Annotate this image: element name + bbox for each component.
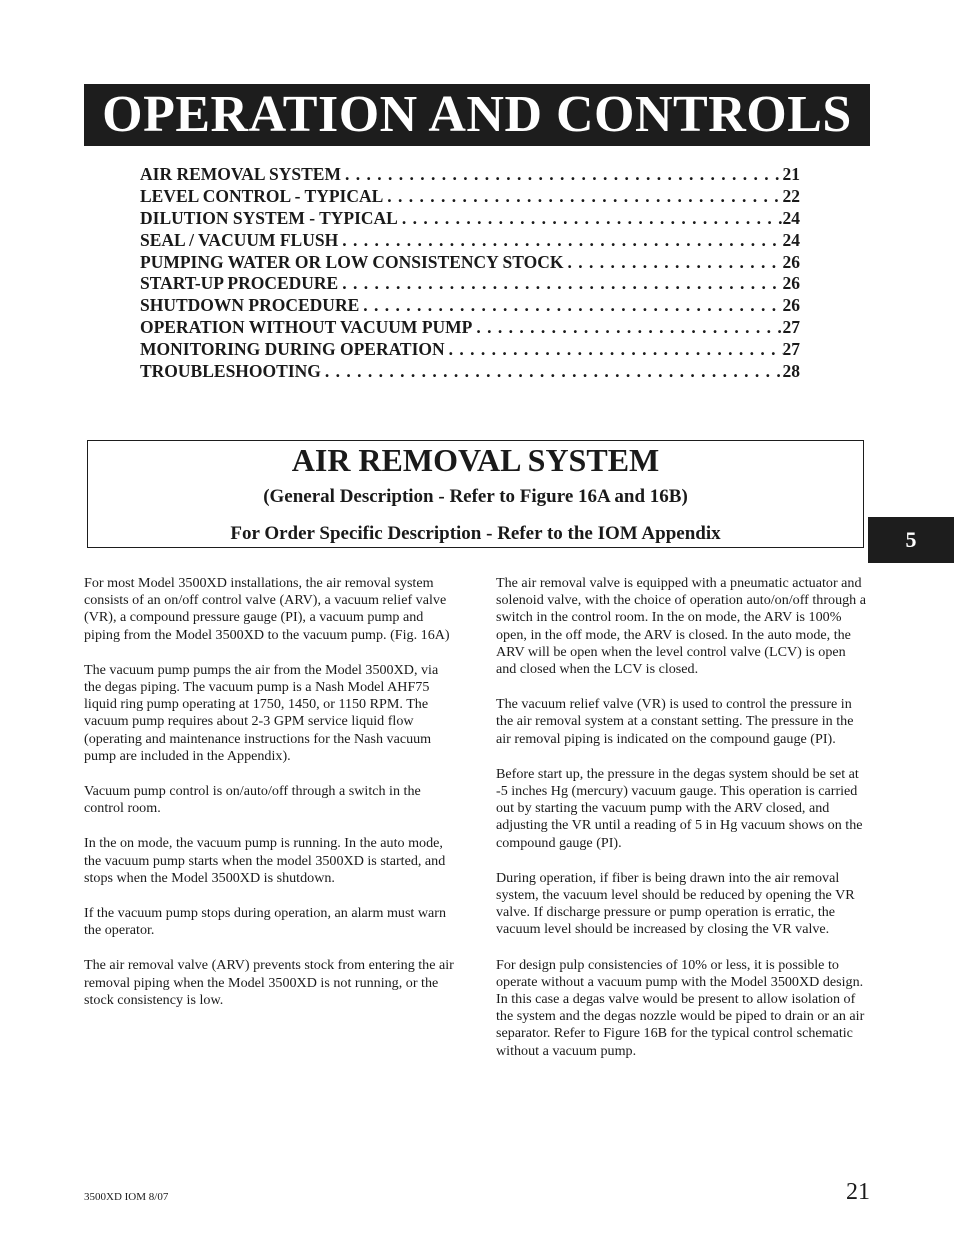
toc-entry-page: 22 (782, 185, 800, 206)
toc-leader-dots (341, 164, 783, 186)
toc-entry-page: 28 (782, 361, 800, 382)
toc-entry-label: PUMPING WATER OR LOW CONSISTENCY STOCK (140, 251, 564, 272)
document-id: 3500XD IOM 8/07 (84, 1191, 169, 1203)
paragraph: Vacuum pump control is on/auto/off through a switch in the control room. (84, 783, 421, 817)
toc-entry-label: LEVEL CONTROL - TYPICAL (140, 185, 384, 206)
toc-leader-dots (383, 186, 782, 208)
toc-entry-label: SHUTDOWN PROCEDURE (140, 295, 360, 316)
paragraph: The air removal valve is equipped with a pneumatic actuator and solenoid valve, with the choice of operation auto/on/off through a switch in the control room. In the on mode, the ARV is 100% open, in the off mode, the ARV is closed. In the auto mode, the ARV will be open when the level control valve (LCV) is open and closed when the LCV is closed. (496, 575, 866, 678)
toc-leader-dots (563, 252, 782, 274)
toc-entry (140, 208, 800, 230)
toc-leader-dots (338, 230, 782, 252)
toc-entry (140, 164, 800, 186)
paragraph: For design pulp consistencies of 10% or less, it is possible to operate without a vacuum pump with the Model 3500XD design. In this case a degas valve would be present to allow isolation of the system and the degas nozzle would be piped to drain or an air separator. Refer to Figure 16B for the typical control schematic without a vacuum pump. (496, 956, 865, 1059)
toc-entry (140, 361, 800, 383)
toc-entry-page: 24 (782, 207, 800, 228)
toc-entry (140, 252, 800, 274)
toc-leader-dots (359, 295, 782, 317)
toc-entry-label: OPERATION WITHOUT VACUUM PUMP (140, 317, 473, 338)
chapter-title-banner: OPERATION AND CONTROLS (84, 84, 870, 146)
toc-leader-dots (472, 317, 782, 339)
toc-entry-label: MONITORING DURING OPERATION (140, 339, 445, 360)
toc-entry-page: 27 (782, 339, 800, 360)
toc-entry-page: 21 (782, 164, 800, 184)
paragraph: During operation, if fiber is being drawn into the air removal system, the vacuum level should be reduced by opening the VR valve. If discharge pressure or pump operation is erratic, the vacuum level should be increased by closing the VR valve. (496, 869, 855, 938)
paragraph: The vacuum pump pumps the air from the Model 3500XD, via the degas piping. The vacuum pump is a Nash Model AHF75 liquid ring pump operating at 1750, 1450, or 1150 RPM. The vacuum pump requires about 2-3 GPM service liquid flow (operating and maintenance instructions for the Nash vacuum pump are included in the Appendix). (84, 661, 439, 764)
left-text-column (84, 575, 456, 1027)
toc-entry-page: 26 (782, 251, 800, 272)
toc-leader-dots (398, 208, 783, 230)
toc-entry-label: START-UP PROCEDURE (140, 273, 339, 294)
toc-entry-page: 24 (782, 229, 800, 250)
toc-leader-dots (445, 339, 783, 361)
section-header-box (87, 440, 864, 548)
section-subtitle: (General Description - Refer to Figure 16A and 16B) (263, 486, 688, 507)
toc-leader-dots (321, 361, 783, 383)
paragraph: The vacuum relief valve (VR) is used to control the pressure in the air removal system at a constant setting. The pressure in the air removal piping is indicated on the compound gauge (PI). (496, 696, 854, 747)
paragraph: Before start up, the pressure in the degas system should be set at -5 inches Hg (mercury) vacuum gauge. This operation is carried out by starting the vacuum pump with the ARV closed, and adjusting the VR until a reading of 5 in Hg vacuum shows on the compound gauge (PI). (496, 765, 863, 851)
paragraph: If the vacuum pump stops during operation, an alarm must warn the operator. (84, 905, 447, 939)
toc-entry-page: 27 (782, 317, 800, 338)
toc-entry (140, 295, 800, 317)
toc-entry (140, 186, 800, 208)
toc-entry-label: TROUBLESHOOTING (140, 361, 321, 382)
toc-entry-label: SEAL / VACUUM FLUSH (140, 229, 339, 250)
toc-leader-dots (338, 273, 782, 295)
toc-entry-page: 26 (782, 273, 800, 294)
toc-entry-label: AIR REMOVAL SYSTEM (140, 164, 341, 184)
chapter-tab: 5 (868, 517, 954, 563)
toc-entry (140, 339, 800, 361)
toc-entry-page: 26 (782, 295, 800, 316)
right-text-column (496, 575, 868, 1078)
table-of-contents (140, 164, 800, 383)
section-title: AIR REMOVAL SYSTEM (291, 442, 660, 478)
toc-entry-label: DILUTION SYSTEM - TYPICAL (140, 207, 398, 228)
paragraph: For most Model 3500XD installations, the air removal system consists of an on/off control valve (ARV), a vacuum relief valve (VR), a compound pressure gauge (PI), a vacuum pump and piping from the Model 3500XD to the vacuum pump. (Fig. 16A) (84, 575, 450, 643)
paragraph: The air removal valve (ARV) prevents stock from entering the air removal piping when the Model 3500XD is not running, or the stock consistency is low. (84, 957, 454, 1008)
paragraph: In the on mode, the vacuum pump is running. In the auto mode, the vacuum pump starts when the model 3500XD is started, and stops when the Model 3500XD is shutdown. (84, 835, 446, 886)
toc-entry (140, 230, 800, 252)
section-subtitle-appendix: For Order Specific Description - Refer to the IOM Appendix (230, 523, 721, 544)
toc-entry (140, 317, 800, 339)
page-number: 21 (846, 1179, 870, 1205)
toc-entry (140, 273, 800, 295)
